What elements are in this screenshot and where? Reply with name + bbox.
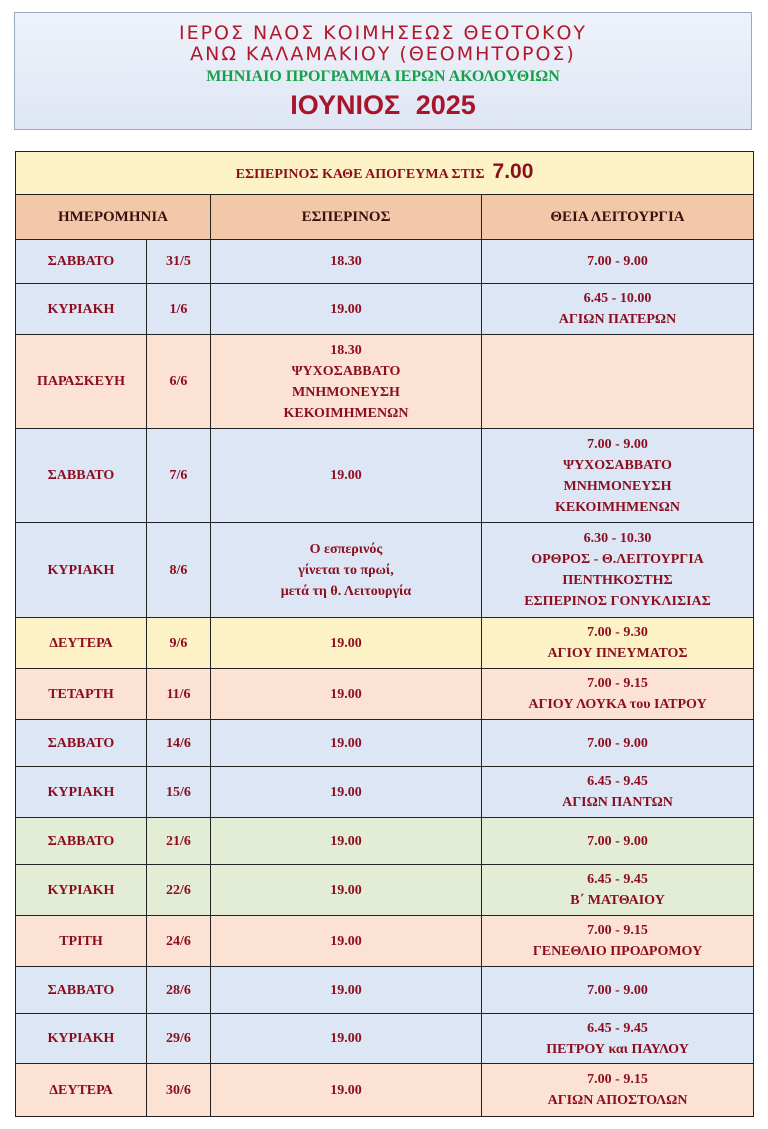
liturgy-cell-line: ΟΡΘΡΟΣ - Θ.ΛΕΙΤΟΥΡΓΙΑ — [531, 552, 704, 567]
liturgy-cell — [482, 916, 754, 967]
vespers-banner-time: 7.00 — [492, 160, 534, 183]
liturgy-cell — [482, 865, 754, 916]
vespers-cell-line: 19.00 — [330, 735, 362, 751]
vespers-cell — [211, 523, 482, 618]
liturgy-cell — [482, 523, 754, 618]
vespers-banner-text: ΕΣΠΕΡΙΝΟΣ ΚΑΘΕ ΑΠΟΓΕΥΜΑ ΣΤΙΣ — [235, 167, 485, 182]
schedule-table — [15, 151, 754, 1117]
liturgy-cell — [482, 618, 754, 669]
vespers-cell — [211, 1064, 482, 1117]
vespers-cell — [211, 618, 482, 669]
vespers-cell-line: 19.00 — [330, 1082, 362, 1098]
vespers-cell — [211, 240, 482, 284]
table-row — [16, 916, 754, 967]
vespers-cell — [211, 335, 482, 429]
table-row — [16, 240, 754, 284]
vespers-cell-line: ΚΕΚΟΙΜΗΜΕΝΩΝ — [283, 405, 409, 421]
day-cell: ΚΥΡΙΑΚΗ — [16, 1014, 147, 1064]
liturgy-cell-line: ΜΝΗΜΟΝΕΥΣΗ — [563, 478, 672, 494]
day-cell: ΣΑΒΒΑΤΟ — [16, 240, 147, 284]
date-cell: 6/6 — [147, 335, 211, 429]
liturgy-cell — [482, 767, 754, 818]
vespers-cell-line: ΜΝΗΜΟΝΕΥΣΗ — [292, 384, 400, 400]
liturgy-cell-line: ΕΣΠΕΡΙΝΟΣ ΓΟΝΥΚΛΙΣΙΑΣ — [524, 594, 711, 609]
column-header-vespers: ΕΣΠΕΡΙΝΟΣ — [211, 195, 482, 240]
date-cell: 29/6 — [147, 1014, 211, 1064]
schedule-subtitle: ΜΗΝΙΑΙΟ ΠΡΟΓΡΑΜΜΑ ΙΕΡΩΝ ΑΚΟΛΟΥΘΙΩΝ — [206, 68, 560, 85]
table-row — [16, 1064, 754, 1117]
table-row — [16, 429, 754, 523]
vespers-cell-line: ΨΥΧΟΣΑΒΒΑΤΟ — [291, 363, 401, 379]
vespers-cell — [211, 865, 482, 916]
vespers-cell-line: 19.00 — [330, 1031, 362, 1046]
day-cell: ΣΑΒΒΑΤΟ — [16, 720, 147, 767]
date-cell: 15/6 — [147, 767, 211, 818]
day-cell: ΣΑΒΒΑΤΟ — [16, 818, 147, 865]
liturgy-cell-line: 7.00 - 9.00 — [587, 982, 648, 998]
date-cell: 11/6 — [147, 669, 211, 720]
vespers-cell-line: μετά τη θ. Λειτουργία — [280, 583, 412, 599]
liturgy-cell-line: 7.00 - 9.15 — [587, 923, 648, 938]
liturgy-cell-line: ΠΕΝΤΗΚΟΣΤΗΣ — [562, 573, 673, 588]
liturgy-cell-line: ΑΓΙΟΥ ΠΝΕΥΜΑΤΟΣ — [547, 646, 688, 661]
liturgy-cell-line: 7.00 - 9.30 — [587, 625, 648, 640]
liturgy-cell-line: ΠΕΤΡΟΥ και ΠΑΥΛΟΥ — [546, 1041, 689, 1057]
liturgy-cell-line: ΨΥΧΟΣΑΒΒΑΤΟ — [563, 457, 672, 473]
liturgy-cell-line: ΑΓΙΩΝ ΑΠΟΣΤΟΛΩΝ — [547, 1093, 688, 1108]
liturgy-cell-line: ΑΓΙΩΝ ΠΑΤΕΡΩΝ — [558, 312, 677, 327]
day-cell: ΔΕΥΤΕΡΑ — [16, 1064, 147, 1117]
vespers-cell-line: γίνεται το πρωί, — [298, 562, 394, 578]
date-cell: 28/6 — [147, 967, 211, 1014]
month-title: ΙΟΥΝΙΟΣ 2025 — [290, 90, 476, 120]
vespers-banner-cell — [16, 152, 754, 195]
table-row — [16, 284, 754, 335]
column-header-liturgy: ΘΕΙΑ ΛΕΙΤΟΥΡΓΙΑ — [482, 195, 754, 240]
liturgy-cell — [482, 669, 754, 720]
table-row — [16, 767, 754, 818]
vespers-cell — [211, 767, 482, 818]
liturgy-cell-line: ΑΓΙΟΥ ΛΟΥΚΑ του ΙΑΤΡΟΥ — [528, 697, 707, 712]
day-cell: ΣΑΒΒΑΤΟ — [16, 967, 147, 1014]
date-cell: 8/6 — [147, 523, 211, 618]
day-cell: ΚΥΡΙΑΚΗ — [16, 284, 147, 335]
liturgy-cell-line: ΑΓΙΩΝ ΠΑΝΤΩΝ — [562, 795, 673, 810]
liturgy-cell — [482, 429, 754, 523]
liturgy-cell-line: 6.30 - 10.30 — [583, 531, 652, 546]
table-row — [16, 669, 754, 720]
day-cell: ΚΥΡΙΑΚΗ — [16, 523, 147, 618]
liturgy-cell — [482, 284, 754, 335]
vespers-cell-line: 18.30 — [330, 254, 362, 269]
liturgy-cell — [482, 335, 754, 429]
liturgy-cell — [482, 1064, 754, 1117]
day-cell: ΠΑΡΑΣΚΕΥΗ — [16, 335, 147, 429]
liturgy-cell — [482, 720, 754, 767]
vespers-cell-line: Ο εσπερινός — [309, 541, 383, 557]
vespers-banner — [16, 152, 754, 195]
table-row — [16, 720, 754, 767]
day-cell: ΚΥΡΙΑΚΗ — [16, 767, 147, 818]
liturgy-cell-line: 7.00 - 9.15 — [587, 676, 648, 691]
day-cell: ΤΡΙΤΗ — [16, 916, 147, 967]
liturgy-cell-line: 6.45 - 10.00 — [583, 291, 652, 306]
liturgy-cell-line: 6.45 - 9.45 — [587, 774, 648, 789]
day-cell: ΚΥΡΙΑΚΗ — [16, 865, 147, 916]
church-location: ΑΝΩ ΚΑΛΑΜΑΚΙΟΥ (ΘΕΟΜΗΤΟΡΟΣ) — [190, 43, 576, 65]
vespers-cell-line: 19.00 — [330, 686, 362, 702]
liturgy-cell — [482, 1014, 754, 1064]
table-row — [16, 335, 754, 429]
vespers-cell — [211, 429, 482, 523]
liturgy-cell — [482, 240, 754, 284]
vespers-cell — [211, 818, 482, 865]
day-cell: ΔΕΥΤΕΡΑ — [16, 618, 147, 669]
table-row — [16, 818, 754, 865]
liturgy-cell-line: Β΄ ΜΑΤΘΑΙΟΥ — [570, 893, 665, 908]
day-cell: ΣΑΒΒΑΤΟ — [16, 429, 147, 523]
vespers-cell — [211, 284, 482, 335]
table-row — [16, 865, 754, 916]
column-header-row — [16, 195, 754, 240]
liturgy-cell-line: 7.00 - 9.00 — [587, 254, 648, 269]
liturgy-cell-line: ΓΕΝΕΘΛΙΟ ΠΡΟΔΡΟΜΟΥ — [532, 944, 703, 959]
vespers-cell — [211, 967, 482, 1014]
date-cell: 7/6 — [147, 429, 211, 523]
vespers-cell-line: 18.30 — [330, 342, 362, 358]
vespers-cell — [211, 1014, 482, 1064]
table-row — [16, 1014, 754, 1064]
vespers-cell-line: 19.00 — [330, 882, 362, 898]
date-cell: 1/6 — [147, 284, 211, 335]
vespers-cell — [211, 916, 482, 967]
liturgy-cell-line: 6.45 - 9.45 — [587, 1020, 648, 1036]
table-row — [16, 523, 754, 618]
liturgy-cell-line: 6.45 - 9.45 — [587, 872, 648, 887]
liturgy-cell-line: 7.00 - 9.00 — [587, 833, 648, 849]
liturgy-cell-line: 7.00 - 9.15 — [587, 1072, 648, 1087]
table-row — [16, 618, 754, 669]
liturgy-cell-line: 7.00 - 9.00 — [587, 436, 648, 452]
date-cell: 24/6 — [147, 916, 211, 967]
liturgy-cell-line: 7.00 - 9.00 — [587, 735, 648, 751]
vespers-cell-line: 19.00 — [330, 301, 362, 317]
column-header-date: ΗΜΕΡΟΜΗΝΙΑ — [16, 195, 211, 240]
vespers-cell-line: 19.00 — [330, 982, 362, 998]
vespers-cell-line: 19.00 — [330, 833, 362, 849]
date-cell: 14/6 — [147, 720, 211, 767]
vespers-cell-line: 19.00 — [330, 468, 362, 483]
vespers-cell — [211, 669, 482, 720]
date-cell: 22/6 — [147, 865, 211, 916]
vespers-cell-line: 19.00 — [330, 635, 362, 651]
liturgy-cell — [482, 818, 754, 865]
church-name: ΙΕΡΟΣ ΝΑΟΣ ΚΟΙΜΗΣΕΩΣ ΘΕΟΤΟΚΟΥ — [178, 22, 588, 44]
date-cell: 31/5 — [147, 240, 211, 284]
liturgy-cell-line: ΚΕΚΟΙΜΗΜΕΝΩΝ — [555, 499, 680, 515]
date-cell: 9/6 — [147, 618, 211, 669]
date-cell: 21/6 — [147, 818, 211, 865]
vespers-cell — [211, 720, 482, 767]
day-cell: ΤΕΤΑΡΤΗ — [16, 669, 147, 720]
vespers-cell-line: 19.00 — [330, 933, 362, 949]
liturgy-cell — [482, 967, 754, 1014]
header-panel — [14, 12, 752, 130]
vespers-cell-line: 19.00 — [330, 784, 362, 800]
date-cell: 30/6 — [147, 1064, 211, 1117]
table-row — [16, 967, 754, 1014]
